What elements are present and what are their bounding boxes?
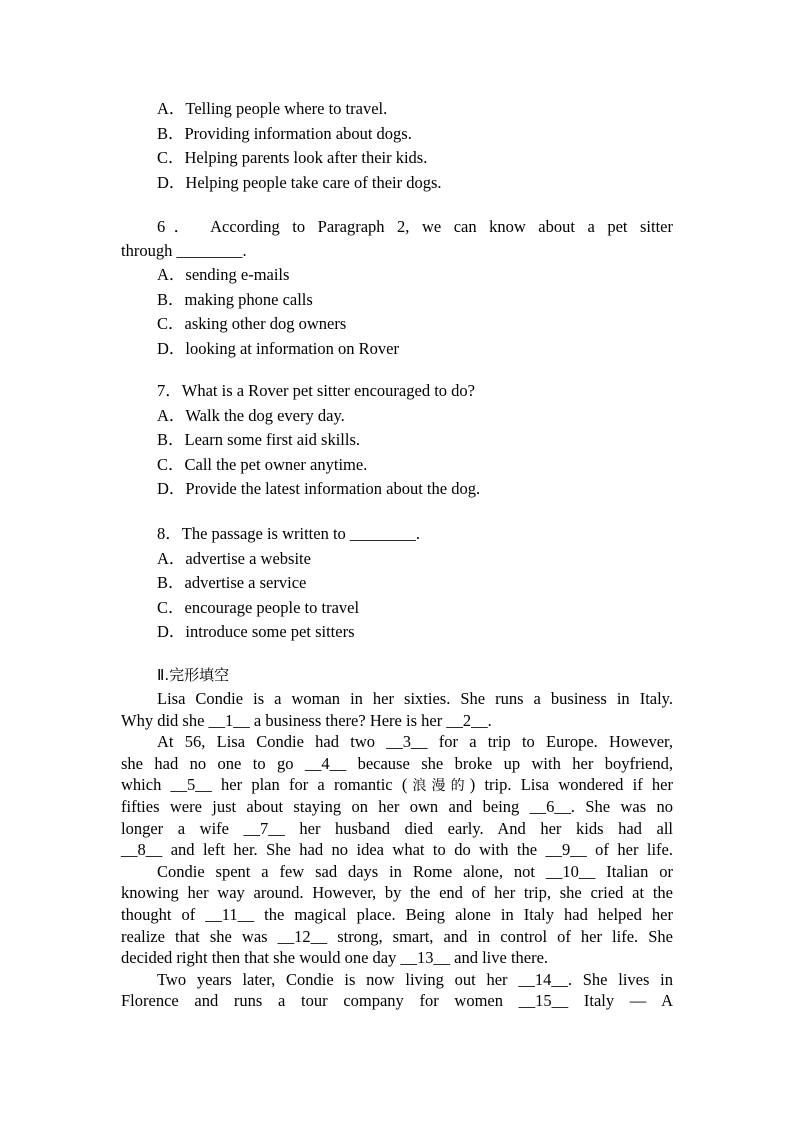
question-8 [121, 522, 673, 645]
q8-option-a: A．advertise a website [157, 548, 311, 568]
q7-option-b: B．Learn some first aid skills. [157, 430, 361, 449]
section-title: Ⅱ.完形填空 [157, 666, 230, 684]
passage-line: she had no one to go __4__ because she broke up with her boyfriend, [121, 753, 673, 773]
q7-stem: 7．What is a Rover pet sitter encouraged to do? [157, 381, 475, 400]
passage-line: fifties were just about staying on her own and being __6__. She was no [121, 796, 673, 816]
cloze-passage [121, 688, 673, 1012]
passage-line: Why did she __1__ a business there? Here is her __2__. [121, 710, 492, 730]
passage-line: thought of __11__ the magical place. Being alone in Italy had helped her [121, 904, 673, 924]
q5-option-d: D．Helping people take care of their dogs. [157, 172, 442, 192]
passage-line [121, 774, 673, 796]
q8-stem: 8．The passage is written to ________. [157, 524, 421, 543]
q8-option-d: D．introduce some pet sitters [157, 622, 355, 641]
question-5 [121, 97, 673, 195]
passage-line: longer a wife __7__ her husband died early. And her kids had all [121, 818, 673, 838]
passage-text: ) trip. Lisa wondered if her [469, 775, 673, 795]
q5-option-b: B．Providing information about dogs. [157, 123, 412, 143]
passage-text: which __5__ her plan for a romantic ( [121, 775, 408, 795]
passage-line: __8__ and left her. She had no idea what to do with the __9__ of her life. [121, 840, 673, 860]
chinese-gloss: 浪漫的 [407, 778, 470, 795]
passage-line: Condie spent a few sad days in Rome alone, not __10__ Italian or [157, 861, 673, 881]
passage-line: Lisa Condie is a woman in her sixties. She runs a business in Italy. [157, 689, 673, 708]
q7-option-d: D．Provide the latest information about the dog. [157, 479, 481, 498]
q8-option-b: B．advertise a service [157, 573, 307, 592]
passage-line: Florence and runs a tour company for women __15__ Italy — A [121, 991, 673, 1011]
passage-line: knowing her way around. However, by the end of her trip, she cried at the [121, 883, 673, 903]
q6-option-d: D．looking at information on Rover [157, 338, 399, 358]
question-6 [121, 215, 673, 361]
q6-stem-line2: through ________. [121, 240, 247, 260]
q5-option-a: A．Telling people where to travel. [157, 99, 388, 118]
passage-line: Two years later, Condie is now living out her __14__. She lives in [157, 969, 673, 989]
q6-option-c: C．asking other dog owners [157, 314, 347, 333]
q6-stem-line1: 6． According to Paragraph 2, we can know about a pet sitter [157, 217, 673, 236]
passage-line: realize that she was __12__ strong, smart, and in control of her life. She [121, 926, 673, 946]
passage-line: At 56, Lisa Condie had two __3__ for a trip to Europe. However, [157, 732, 673, 752]
q5-option-c: C．Helping parents look after their kids. [157, 148, 428, 167]
q6-option-a: A．sending e-mails [157, 265, 290, 284]
question-7 [121, 379, 673, 502]
q7-option-c: C．Call the pet owner anytime. [157, 454, 368, 474]
q8-option-c: C．encourage people to travel [157, 597, 360, 617]
q6-option-b: B．making phone calls [157, 289, 313, 309]
passage-line: decided right then that she would one day __13__ and live there. [121, 948, 549, 968]
q7-option-a: A．Walk the dog every day. [157, 405, 345, 425]
